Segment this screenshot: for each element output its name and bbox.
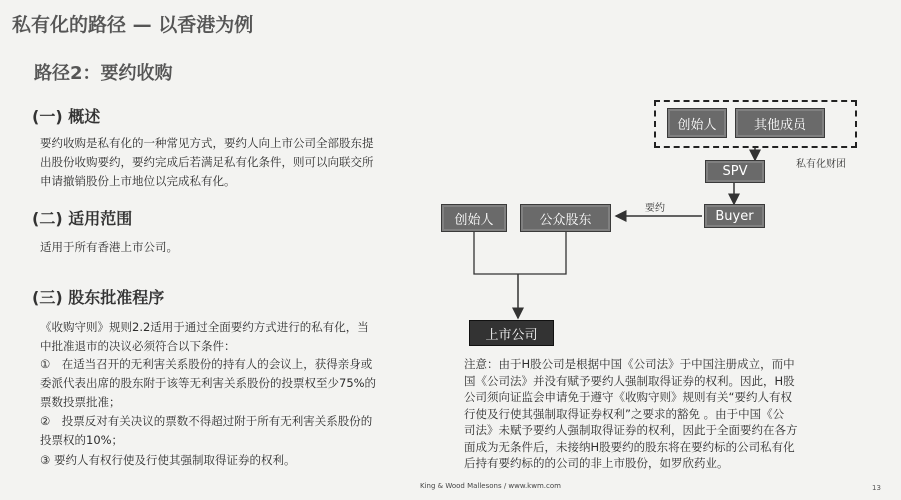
section-heading-approval: (三) 股东批准程序: [32, 288, 165, 307]
note-line: 国《公司法》并没有赋予要约人强制取得证券的权利。因此，H股: [464, 373, 795, 388]
condition-line: ① 在适当召开的无利害关系股份的持有人的会议上，获得亲身或: [40, 357, 373, 371]
note-line: 司法》未赋予要约人强制取得证券的权利，因此于全面要约在各方: [464, 423, 798, 437]
note-line: 公司须向证监会申请免于遵守《收购守则》规则有关“要约人有权: [464, 390, 792, 404]
shareholders-to-listed-connector: [474, 232, 566, 274]
approval-line: 《收购守则》规则2.2适用于通过全面要约方式进行的私有化，当: [40, 320, 369, 334]
note-line: 后持有要约标的的公司的非上市股份，如罗欣药业。: [464, 456, 729, 470]
overview-line: 申请撤销股份上市地位以完成私有化。: [40, 174, 236, 188]
note-line: 行使及行使其强制取得证券权利”之要求的豁免 。由于中国《公: [464, 406, 785, 421]
overview-line: 要约收购是私有化的一种常见方式，要约人向上市公司全部股东提: [40, 136, 374, 150]
offer-label: 要约: [645, 203, 665, 214]
consortium-label: 私有化财团: [796, 159, 846, 170]
node-buyer: Buyer: [704, 204, 765, 228]
condition-line: ③ 要约人有权行使及行使其强制取得证券的权利。: [40, 453, 296, 467]
overview-line: 出股份收购要约，要约完成后若满足私有化条件，则可以向联交所: [40, 155, 374, 169]
node-listed-company: 上市公司: [469, 320, 554, 346]
h-share-note: [464, 356, 856, 472]
node-public-shareholders: 公众股东: [520, 204, 611, 232]
scope-line: 适用于所有香港上市公司。: [40, 240, 178, 254]
note-line: 注意：由于H股公司是根据中国《公司法》于中国注册成立，而中: [464, 357, 795, 371]
node-founder-left: 创始人: [441, 204, 507, 232]
section-heading-scope: (二) 适用范围: [32, 209, 133, 228]
condition-line: 委派代表出席的股东附于该等无利害关系股份的投票权至少75%的: [40, 376, 377, 390]
node-founder-top: 创始人: [667, 108, 727, 138]
page-title: 私有化的路径 — 以香港为例: [12, 14, 254, 36]
footer-firm: King & Wood Mallesons / www.kwm.com: [420, 482, 561, 490]
condition-line: 票数投票批准；: [40, 395, 121, 409]
condition-line: 投票权的10%；: [40, 433, 124, 447]
note-line: 面成为无条件后，未接纳H股要约的股东将在要约标的公司私有化: [464, 439, 795, 454]
condition-line: ② 投票反对有关决议的票数不得超过附于所有无利害关系股份的: [40, 414, 373, 428]
node-other-members: 其他成员: [735, 108, 825, 138]
node-spv: SPV: [705, 160, 765, 183]
section-heading-overview: (一) 概述: [32, 107, 101, 126]
path-subtitle: 路径2：要约收购: [34, 63, 173, 84]
approval-line: 中批准退市的决议必须符合以下条件：: [40, 339, 236, 353]
page-number: 13: [872, 484, 881, 492]
